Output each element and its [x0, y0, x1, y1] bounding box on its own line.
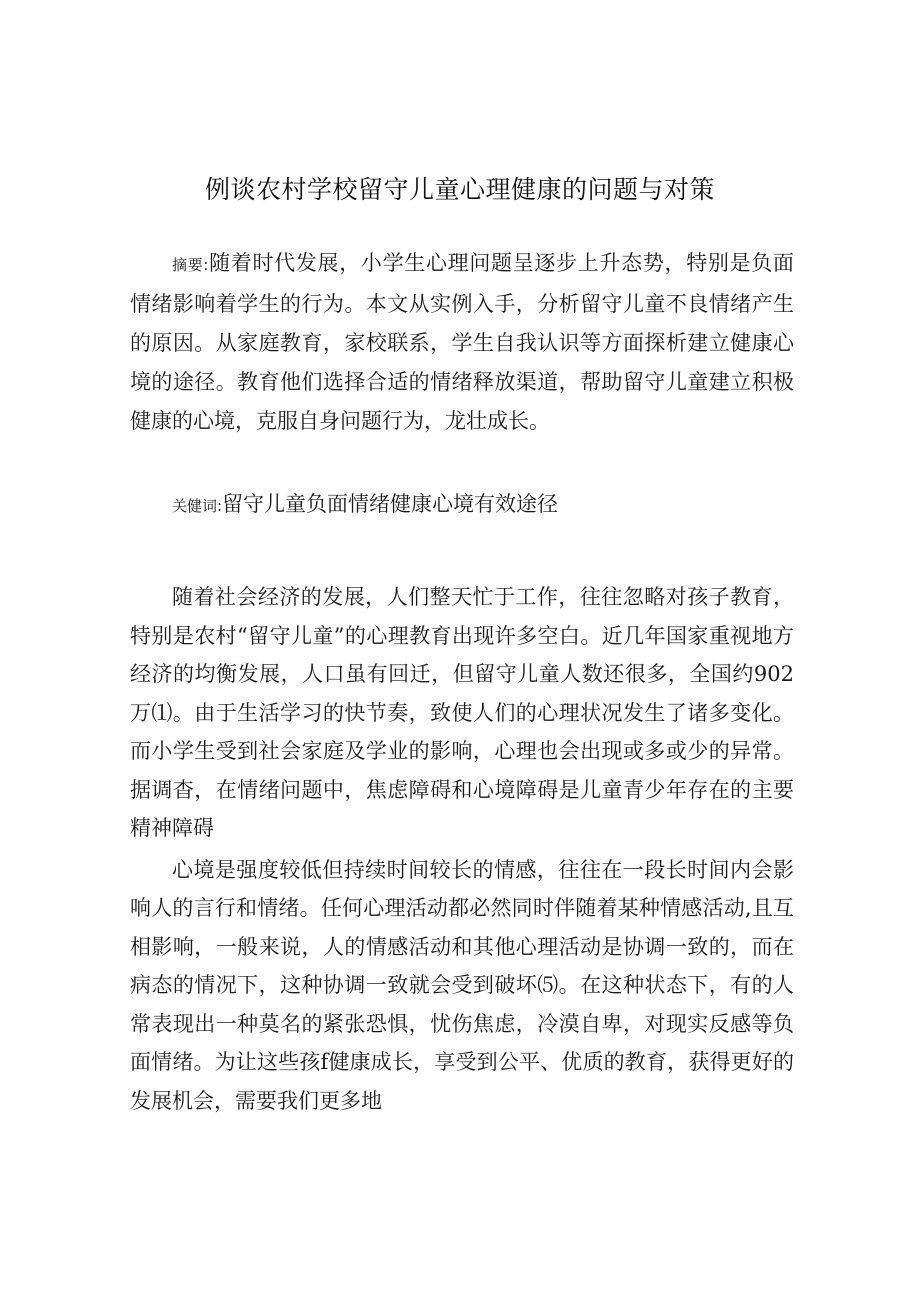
- keywords-line: [172, 485, 792, 526]
- body-text: [130, 578, 794, 1123]
- body-paragraph-1: 随着社会经济的发展，人们整天忙于工作，往往忽略对孩子教育，特别是农村“留守儿童”的心理教育出现许多空白。近几年国家重视地方经济的均衡发展，人口虽有回迁，但留守儿童人数还很多，全国约902万⑴。由于生活学习的快节奏，致使人们的心理状况发生了诸多变化。而小学生受到社会家庭及学业的影响，心理也会出现或多或少的异常。据调杳，在情绪问题中，焦虑障碍和心境障碍是儿童青少年存在的主要精神障碍: [130, 585, 794, 840]
- document-title: 例谈农村学校留守儿童心理健康的问题与对策: [204, 175, 715, 204]
- keywords-label: 关健词:: [172, 497, 223, 515]
- abstract-paragraph: [130, 244, 794, 441]
- abstract-label: 摘要:: [172, 256, 209, 274]
- body-paragraph-2: 心境是强度较低但持续时间较长的情感，往往在一段长时间内会影响人的言行和情绪。任何心理活动都必然同时伴随着某种情感活动,且互相影响，一般来说，人的情感活动和其他心理活动是协调一致的，而在病态的情况下，这种协调一致就会受到破坏⑸。在这种状态下，有的人常表现出一种莫名的紧张恐惧，忧伤焦虑，冷漠自卑，对现实反感等负面情绪。为让这些孩f健康成长，享受到公平、优质的教育，获得更好的发展机会，需要我们更多地: [130, 857, 794, 1113]
- abstract-text: 随着时代发展，小学生心理问题呈逐步上升态势，特别是负面情绪影响着学生的行为。本文从实例入手，分析留守儿童不良情绪产生的原因。从家庭教育，家校联系，学生自我认识等方面探析建立健康心境的途径。教育他们选择合适的情绪释放渠道，帮助留守儿童建立积极健康的心境，克服自身问题行为，龙壮成长。: [130, 251, 794, 433]
- keywords-text: 留守儿童负面情绪健康心境有效途径: [222, 492, 559, 516]
